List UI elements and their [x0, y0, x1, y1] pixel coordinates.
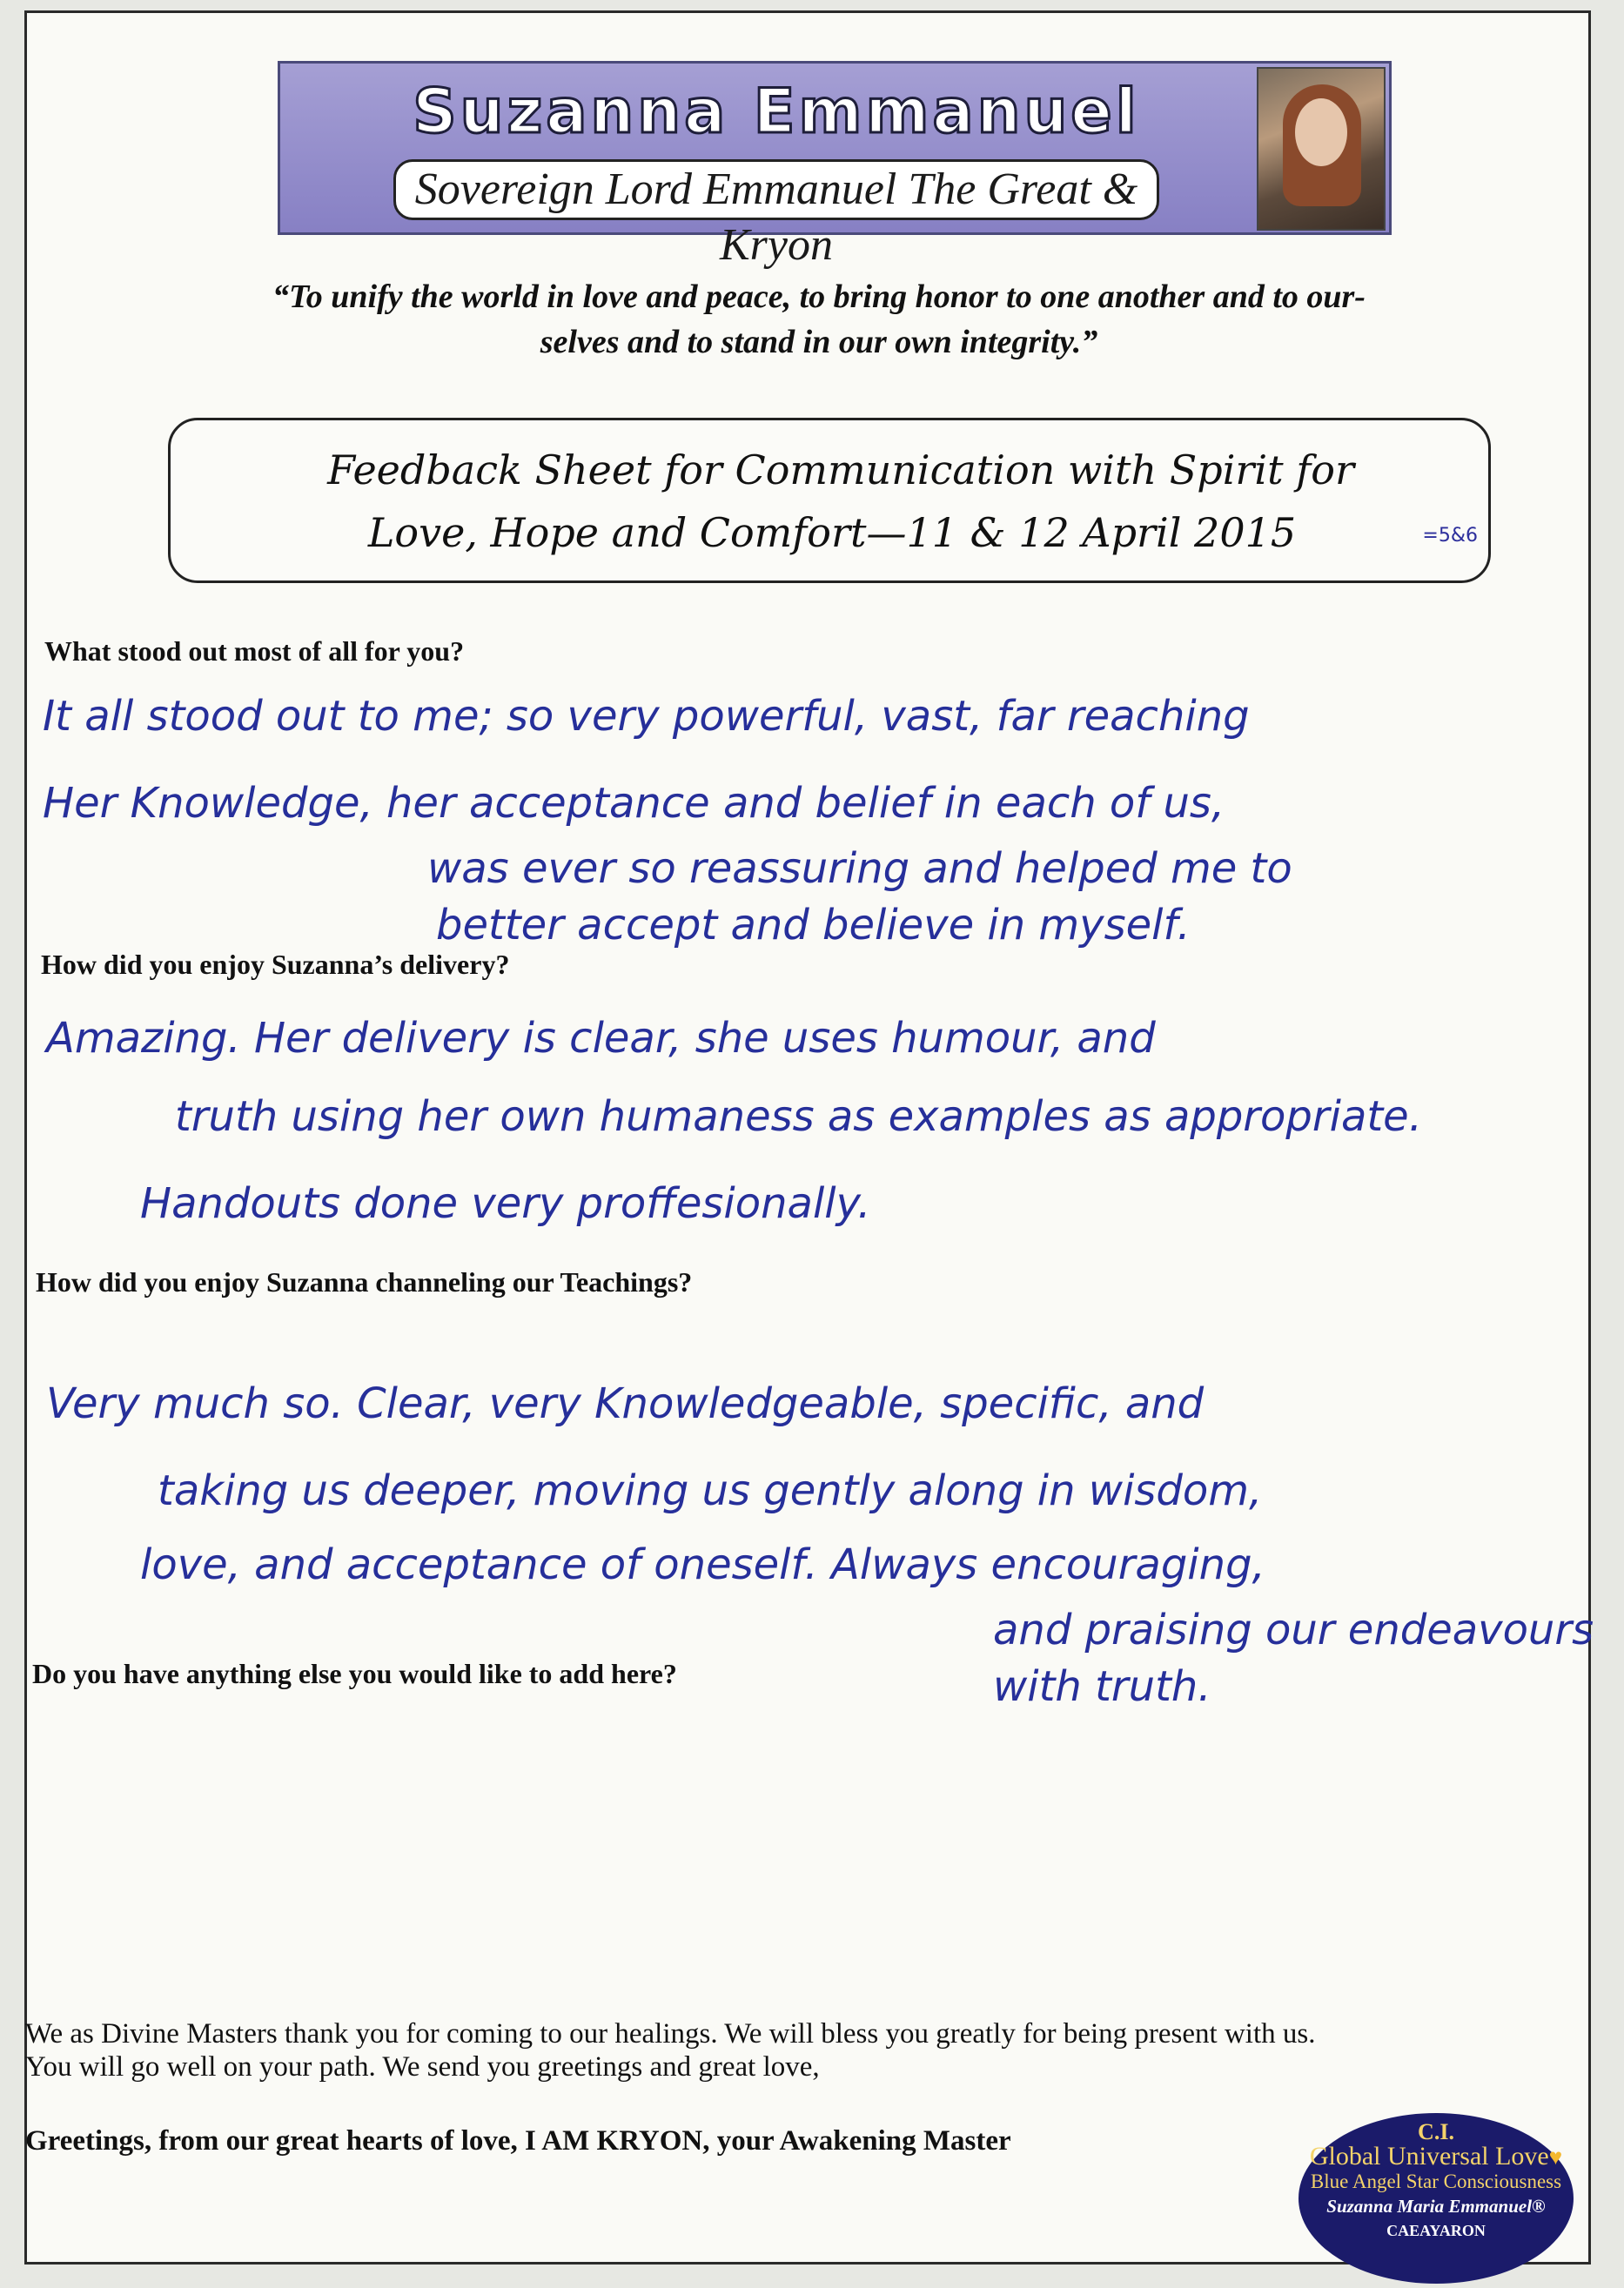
answer-line: love, and acceptance of oneself. Always encouraging, — [140, 1540, 1265, 1589]
question-label: How did you enjoy Suzanna’s delivery? — [41, 949, 510, 980]
portrait-face — [1295, 98, 1347, 166]
answer-line: Her Knowledge, her acceptance and belief in each of us, — [43, 779, 1225, 828]
portrait-photo — [1257, 67, 1386, 231]
handwritten-date-note: =5&6 — [1422, 525, 1478, 547]
question-label: How did you enjoy Suzanna channeling our Teachings? — [36, 1266, 693, 1298]
answer-line: and praising our endeavours — [993, 1606, 1594, 1654]
feedback-title-line-1: Feedback Sheet for Communication with Spirit for — [327, 446, 1354, 493]
closing-line-1: We as Divine Masters thank you for coming to our healings. We will bless you greatly for being present with us. — [25, 2018, 1316, 2050]
feedback-title-line-2: Love, Hope and Comfort—11 & 12 April 2015 — [367, 509, 1297, 556]
closing-signoff: Greetings, from our great hearts of love, I AM KRYON, your Awakening Master — [25, 2125, 1011, 2157]
mission-quote — [166, 274, 1472, 365]
header-banner — [278, 61, 1392, 270]
feedback-title-box — [168, 418, 1491, 583]
answer-line: It all stood out to me; so very powerful, vast, far reaching — [43, 692, 1250, 741]
ci-seal — [1299, 2113, 1574, 2284]
quote-line-1: “To unify the world in love and peace, to bring honor to one another and to our- — [272, 278, 1366, 315]
banner-title: Suzanna Emmanuel — [413, 76, 1140, 147]
answer-line: truth using her own humaness as examples as appropriate. — [175, 1092, 1422, 1141]
answer-line: was ever so reassuring and helped me to — [427, 844, 1292, 893]
feedback-sheet — [24, 10, 1594, 2265]
seal-line-5: CAEAYARON — [1386, 2222, 1486, 2239]
quote-line-2: selves and to stand in our own integrity.” — [540, 324, 1098, 360]
seal-line-4: Suzanna Maria Emmanuel® — [1326, 2196, 1546, 2217]
heart-icon: ♥ — [1548, 2144, 1563, 2170]
banner-subtitle: Sovereign Lord Emmanuel The Great & Kryon — [393, 159, 1159, 220]
answer-line: Handouts done very proffesionally. — [140, 1179, 871, 1228]
closing-line-2: You will go well on your path. We send you greetings and great love, — [25, 2051, 820, 2083]
answer-line: better accept and believe in myself. — [436, 901, 1191, 949]
seal-line-2: Global Universal Love♥ — [1309, 2142, 1563, 2171]
answer-line: taking us deeper, moving us gently along in wisdom, — [158, 1466, 1263, 1515]
question-label: Do you have anything else you would like to add here? — [32, 1658, 677, 1689]
seal-line-3: Blue Angel Star Consciousness — [1310, 2171, 1562, 2192]
question-label: What stood out most of all for you? — [44, 635, 465, 667]
answer-line: with truth. — [993, 1662, 1211, 1711]
seal-line-1: C.I. — [1418, 2119, 1454, 2144]
answer-line: Amazing. Her delivery is clear, she uses humour, and — [46, 1014, 1156, 1063]
answer-line: Very much so. Clear, very Knowledgeable, specific, and — [46, 1379, 1205, 1428]
